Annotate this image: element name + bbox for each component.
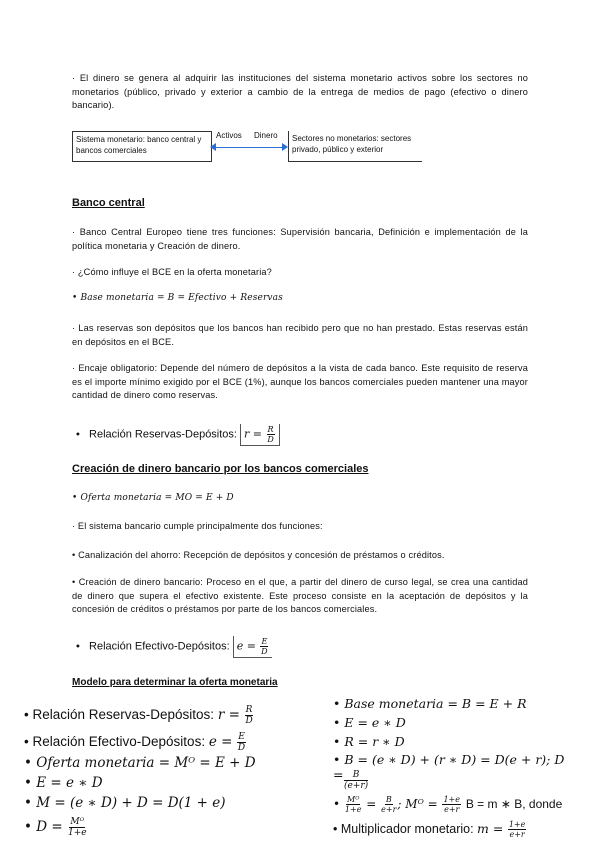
canalizacion-paragraph: • Canalización del ahorro: Recepción de depósitos y concesión de préstamos o créditos. — [72, 550, 445, 560]
creacion-dinero-paragraph: • Creación de dinero bancario: Proceso en el que, a partir del dinero de curso legal, se crea una cantidad de dinero que supera el efectivo existente. Este proceso consiste en la aceptación de depósitos y la concesión de créditos o préstamos por parte de los bancos comerciales. — [72, 577, 528, 615]
modelo-left-oferta: • Oferta monetaria = Mᴼ = E + D — [24, 755, 256, 771]
modelo-right-m-equation: • $\frac{\text{Mᴼ}}{1+e}$ = $\frac{B}{e+r}$ ; Mᴼ = $\frac{1+e}{e+r}$ B = m ∗ B, donde — [333, 795, 563, 814]
relation-label: Relación Efectivo-Depósitos: — [89, 640, 230, 653]
bce-question: · ¿Cómo influye el BCE en la oferta monetaria? — [72, 267, 272, 277]
bullet-icon: • — [76, 428, 80, 441]
diagram-activos-label: Activos — [216, 131, 242, 140]
reservas-depositos-relation — [76, 424, 280, 446]
diagram-right-box: Sectores no monetarios: sectores privado, público y exterior — [288, 131, 422, 162]
intro-paragraph: · El dinero se genera al adquirir las instituciones del sistema monetario activos sobre los sectores no monetarios (público, privado y exterior a cambio de la entrega de medios de pago (efectivo o dinero bancario). — [72, 73, 528, 111]
relation-formula: r = $\frac{R}{D}$ — [240, 424, 280, 446]
modelo-left-efectivo: • Relación Efectivo-Depósitos: e = $\frac{E}{D}$ — [24, 732, 246, 753]
banco-central-heading: Banco central — [72, 197, 145, 209]
modelo-right-r: • R = r ∗ D — [333, 734, 405, 749]
bce-functions-paragraph: · Banco Central Europeo tiene tres funciones: Supervisión bancaria, Definición e implementación de la política monetaria y Creación de dinero. — [72, 227, 528, 251]
modelo-heading: Modelo para determinar la oferta monetaria — [72, 677, 278, 688]
efectivo-depositos-relation — [76, 636, 272, 658]
sistema-bancario-paragraph: · El sistema bancario cumple principalmente dos funciones: — [72, 521, 323, 531]
diagram-arrow-line — [212, 147, 286, 148]
reservas-paragraph: · Las reservas son depósitos que los bancos han recibido pero que no han prestado. Estas reservas están en depósitos en el BCE. — [72, 323, 528, 347]
modelo-left-e: • E = e ∗ D — [24, 775, 103, 791]
creacion-heading: Creación de dinero bancario por los bancos comerciales — [72, 463, 369, 475]
modelo-right-e: • E = e ∗ D — [333, 715, 406, 730]
base-monetaria-formula: • Base monetaria = B = Efectivo + Reservas — [72, 293, 283, 303]
oferta-monetaria-formula: • Oferta monetaria = MO = E + D — [72, 493, 234, 503]
relation-formula: e = $\frac{E}{D}$ — [233, 636, 273, 658]
modelo-left-m: • M = (e ∗ D) + D = D(1 + e) — [24, 795, 226, 811]
modelo-right-b-fraction: B (e+r) — [344, 770, 369, 791]
diagram-dinero-label: Dinero — [254, 131, 278, 140]
diagram-left-box: Sistema monetario: banco central y bancos comerciales — [72, 131, 212, 162]
modelo-right-b: • B = (e ∗ D) + (r ∗ D) = D(e + r); D = — [333, 752, 565, 782]
modelo-left-reservas: • Relación Reservas-Depósitos: r = $\frac{R}{D}$ — [24, 705, 253, 726]
relation-label: Relación Reservas-Depósitos: — [89, 428, 237, 441]
encaje-paragraph: · Encaje obligatorio: Depende del número de depósitos a la vista de cada banco. Este requisito de reserva es el importe mínimo exigido por el BCE (1%), aunque los bancos comerciales pueden mantener una mayor cantidad de dinero como reservas. — [72, 363, 528, 401]
bullet-icon: • — [76, 640, 80, 653]
modelo-right-base: • Base monetaria = B = E + R — [333, 696, 527, 711]
modelo-right-multiplicador: • Multiplicador monetario: m = $\frac{1+e}{e+r}$ — [333, 820, 526, 839]
arrow-left-icon — [210, 143, 216, 151]
modelo-left-d: • D = $\frac{\text{Mᴼ}}{1+e}$ — [24, 817, 87, 838]
